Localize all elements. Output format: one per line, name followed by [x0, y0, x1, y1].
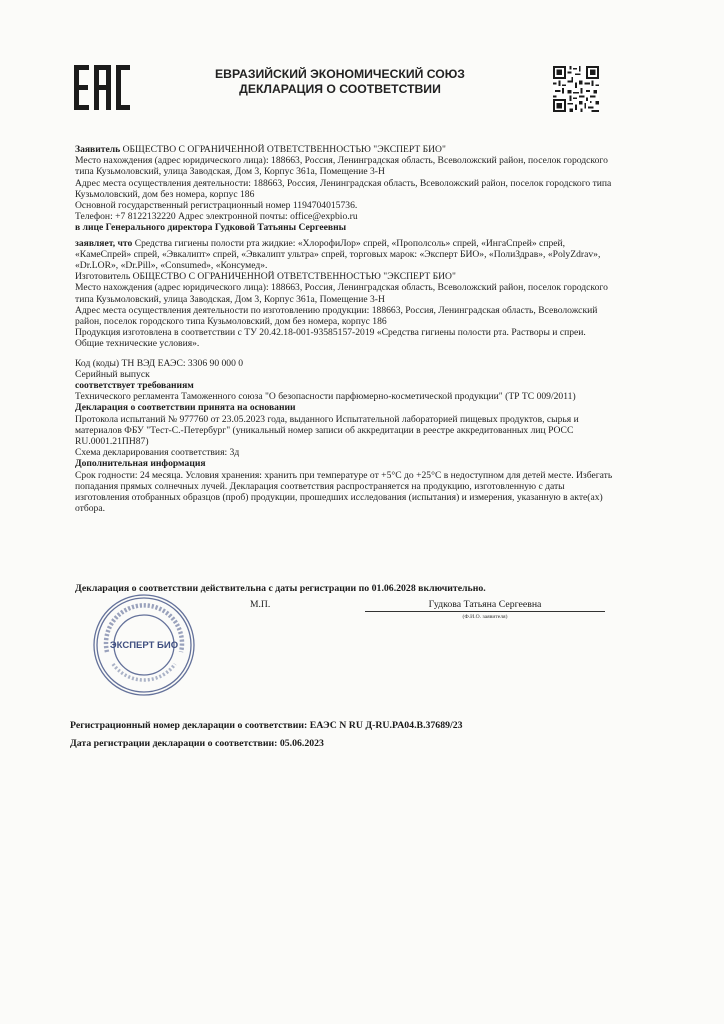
signer-caption: (Ф.И.О. заявителя)	[462, 614, 508, 620]
requirements-text: Технического регламента Таможенного союза "О безопасности парфюмерно-косметической продукции" (ТР ТС 009/2011)	[75, 391, 576, 403]
applicant-contacts: Телефон: +7 8122132220 Адрес электронной почты: office@expbio.ru	[75, 211, 358, 223]
stamp-place-label: М.П.	[250, 599, 271, 610]
company-stamp-icon	[91, 592, 197, 698]
declaration-body	[75, 144, 615, 515]
applicant-representative: в лице Генерального директора Гудковой Татьяны Сергеевны	[75, 222, 347, 234]
validity-statement: Декларация о соответствии действительна с даты регистрации по 01.06.2028 включительно.	[75, 583, 486, 594]
series-type: Серийный выпуск	[75, 368, 150, 380]
signature-line	[365, 611, 605, 612]
applicant-legal-address: Место нахождения (адрес юридического лица): 188663, Россия, Ленинградская область, Всеволожский район, поселок городского типа Кузьмоловский, улица Заводская, Дом 3, Корпус 361а, Помещение 3-Н	[75, 155, 608, 178]
tn-ved-code: Код (коды) ТН ВЭД ЕАЭС: 3306 90 000 0	[75, 357, 244, 369]
document-title: ДЕКЛАРАЦИЯ О СООТВЕТСТВИИ	[239, 82, 441, 96]
declares-label: заявляет, что	[75, 237, 133, 249]
basis-label: Декларация о соответствии принята на основании	[75, 402, 296, 414]
additional-info-label: Дополнительная информация	[75, 458, 206, 470]
qr-code-icon	[553, 66, 599, 112]
additional-info-text: Срок годности: 24 месяца. Условия хранения: хранить при температуре от +5°С до +25°С в недоступном для детей месте. Избегать попадания прямых солнечных лучей. Декларация соответствия распространяется на продукцию, изготовленную с даты изготовления отобранных образцов (проб) продукции, прошедших исследования (испытания) и измерения, указанную в акте(ах) отбора.	[75, 469, 613, 515]
basis-text: Протокола испытаний № 977760 от 23.05.2023 года, выданного Испытательной лабораторией пищевых продуктов, сырья и материалов ФБУ "Тест-С.-Петербург" (уникальный номер записи об аккредитации в реестре аккредитованных лиц РОСС RU.0001.21ПН87)	[75, 413, 579, 448]
stamp-center-text: ЭКСПЕРТ БИО	[109, 640, 179, 651]
document-header	[150, 67, 530, 97]
applicant-label: Заявитель	[75, 144, 121, 155]
applicant-ogrn: Основной государственный регистрационный номер 1194704015736.	[75, 200, 358, 212]
declaration-scheme: Схема декларирования соответствия: 3д	[75, 447, 240, 459]
signer-name: Гудкова Татьяна Сергеевна	[428, 599, 542, 610]
requirements-label: соответствует требованиям	[75, 380, 194, 392]
declares-line	[75, 238, 615, 272]
applicant-activity-address: Адрес места осуществления деятельности: 188663, Россия, Ленинградская область, Всеволожский район, поселок городского типа Кузьмоловский, дом без номера, корпус 186	[75, 177, 612, 200]
product-description: Средства гигиены полости рта жидкие: «ХлорофиЛор» спрей, «Прополсоль» спрей, «ИнгаСпрей» спрей, «КамеСпрей» спрей, «Эвкалипт» спрей, «Эвкалипт ультра» спрей, торговых марок: «Эксперт БИО», «ПолиЗдрав», «PolyZdrav», «Dr.LOR», «Dr.Pill», «Consumed», «Консумед».	[75, 237, 601, 272]
applicant-name: ОБЩЕСТВО С ОГРАНИЧЕННОЙ ОТВЕТСТВЕННОСТЬЮ "ЭКСПЕРТ БИО"	[122, 144, 446, 155]
union-title: ЕВРАЗИЙСКИЙ ЭКОНОМИЧЕСКИЙ СОЮЗ	[215, 67, 465, 81]
manufacturer-legal-address: Место нахождения (адрес юридического лица): 188663, Россия, Ленинградская область, Всеволожский район, поселок городского типа Кузьмоловский, улица Заводская, Дом 3, Корпус 361а, Помещение 3-Н	[75, 282, 608, 305]
applicant-line	[75, 144, 615, 155]
eac-logo-icon	[73, 64, 131, 111]
manufacturer-production-address: Адрес места осуществления деятельности по изготовлению продукции: 188663, Россия, Ленинградская область, Всеволожский район, поселок городского типа Кузьмоловский, дом без номера, корпус 186	[75, 304, 598, 328]
manufacturer-standard: Продукция изготовлена в соответствии с ТУ 20.42.18-001-93585157-2019 «Средства гигиены полости рта. Растворы и спреи. Общие технические условия».	[75, 327, 586, 350]
manufacturer-name: Изготовитель ОБЩЕСТВО С ОГРАНИЧЕННОЙ ОТВЕТСТВЕННОСТЬЮ "ЭКСПЕРТ БИО"	[75, 271, 456, 283]
registration-date: Дата регистрации декларации о соответствии: 05.06.2023	[70, 738, 324, 749]
registration-number: Регистрационный номер декларации о соответствии: ЕАЭС N RU Д-RU.PA04.B.37689/23	[70, 720, 463, 731]
